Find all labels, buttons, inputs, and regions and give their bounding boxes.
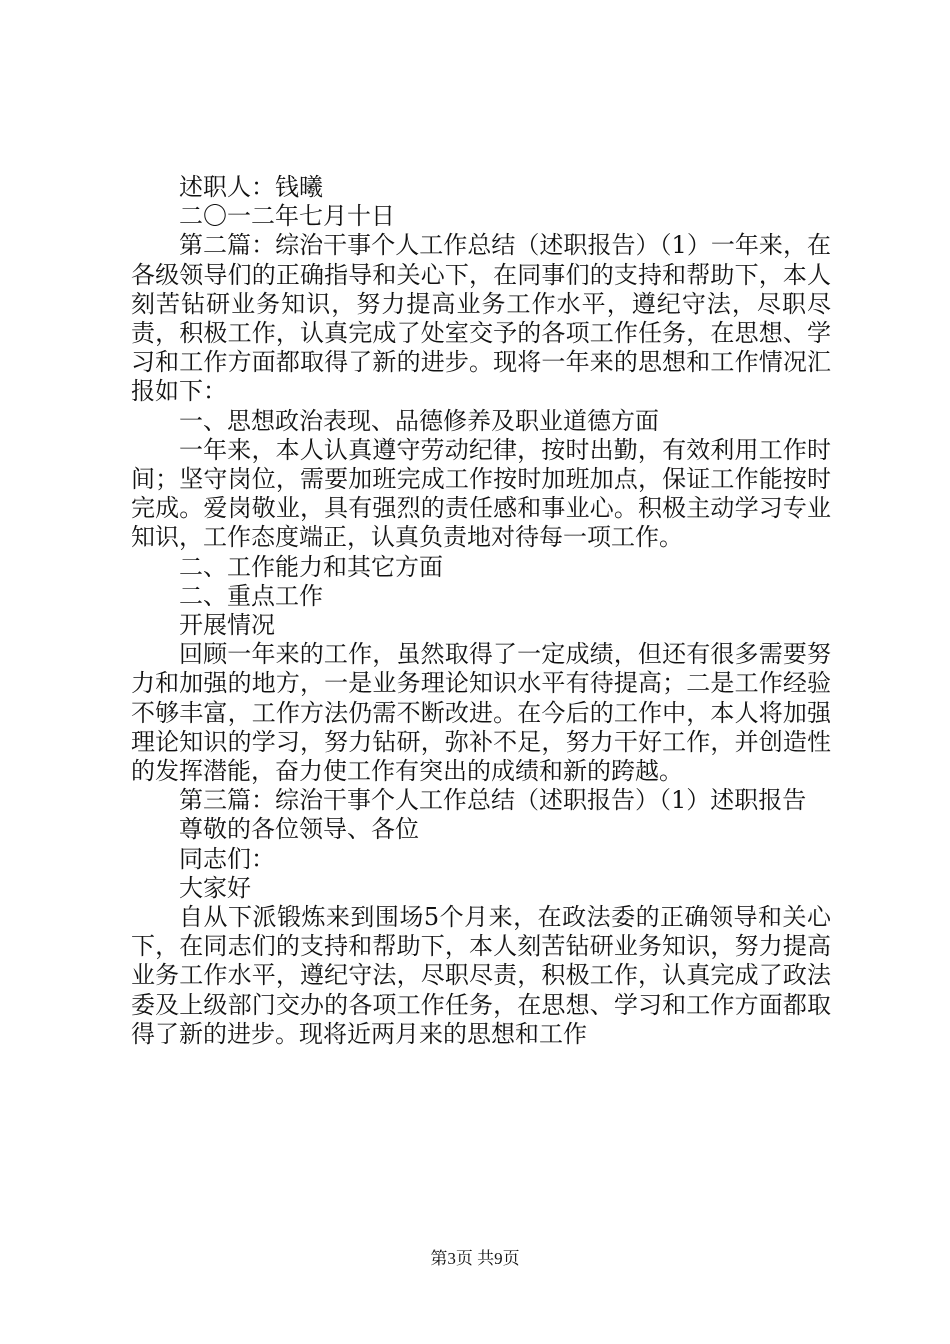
- section-heading: 二、重点工作: [179, 581, 323, 610]
- salutation: 同志们：: [179, 844, 275, 873]
- section-heading: 二、工作能力和其它方面: [179, 552, 443, 581]
- greeting: 大家好: [179, 873, 251, 902]
- document-body: [131, 173, 831, 1049]
- paragraph: 回顾一年来的工作，虽然取得了一定成绩，但还有很多需要努力和加强的地方，一是业务理论知识水平有待提高；二是工作经验不够丰富，工作方法仍需不断改进。在今后的工作中，本人将加强理论知识的学习，努力钻研，弥补不足，努力干好工作，并创造性的发挥潜能，奋力使工作有突出的成绩和新的跨越。: [131, 640, 831, 786]
- salutation: 尊敬的各位领导、各位: [179, 815, 419, 844]
- chapter-title: 第三篇：综治干事个人工作总结（述职报告）（1）述职报告: [179, 786, 807, 815]
- paragraph: 一年来，本人认真遵守劳动纪律，按时出勤，有效利用工作时间；坚守岗位，需要加班完成工作按时加班加点，保证工作能按时完成。爱岗敬业，具有强烈的责任感和事业心。积极主动学习专业知识，工作态度端正，认真负责地对待每一项工作。: [131, 435, 831, 552]
- paragraph: 开展情况: [179, 611, 275, 640]
- paragraph: 第二篇：综治干事个人工作总结（述职报告）（1）一年来，在各级领导们的正确指导和关心下，在同事们的支持和帮助下，本人刻苦钻研业务知识，努力提高业务工作水平，遵纪守法，尽职尽责，积极工作，认真完成了处室交予的各项工作任务，在思想、学习和工作方面都取得了新的进步。现将一年来的思想和工作情况汇报如下：: [131, 231, 831, 406]
- paragraph: 自从下派锻炼来到围场5个月来，在政法委的正确领导和关心下，在同志们的支持和帮助下，本人刻苦钻研业务知识，努力提高业务工作水平，遵纪守法，尽职尽责，积极工作，认真完成了政法委及上级部门交办的各项工作任务，在思想、学习和工作方面都取得了新的进步。现将近两月来的思想和工作: [131, 903, 831, 1048]
- author-line: 述职人：钱曦: [179, 173, 323, 201]
- section-heading: 一、思想政治表现、品德修养及职业道德方面: [179, 406, 659, 435]
- date-line: 二〇一二年七月十日: [179, 202, 395, 231]
- page-number-footer: 第3页 共9页: [430, 1249, 520, 1268]
